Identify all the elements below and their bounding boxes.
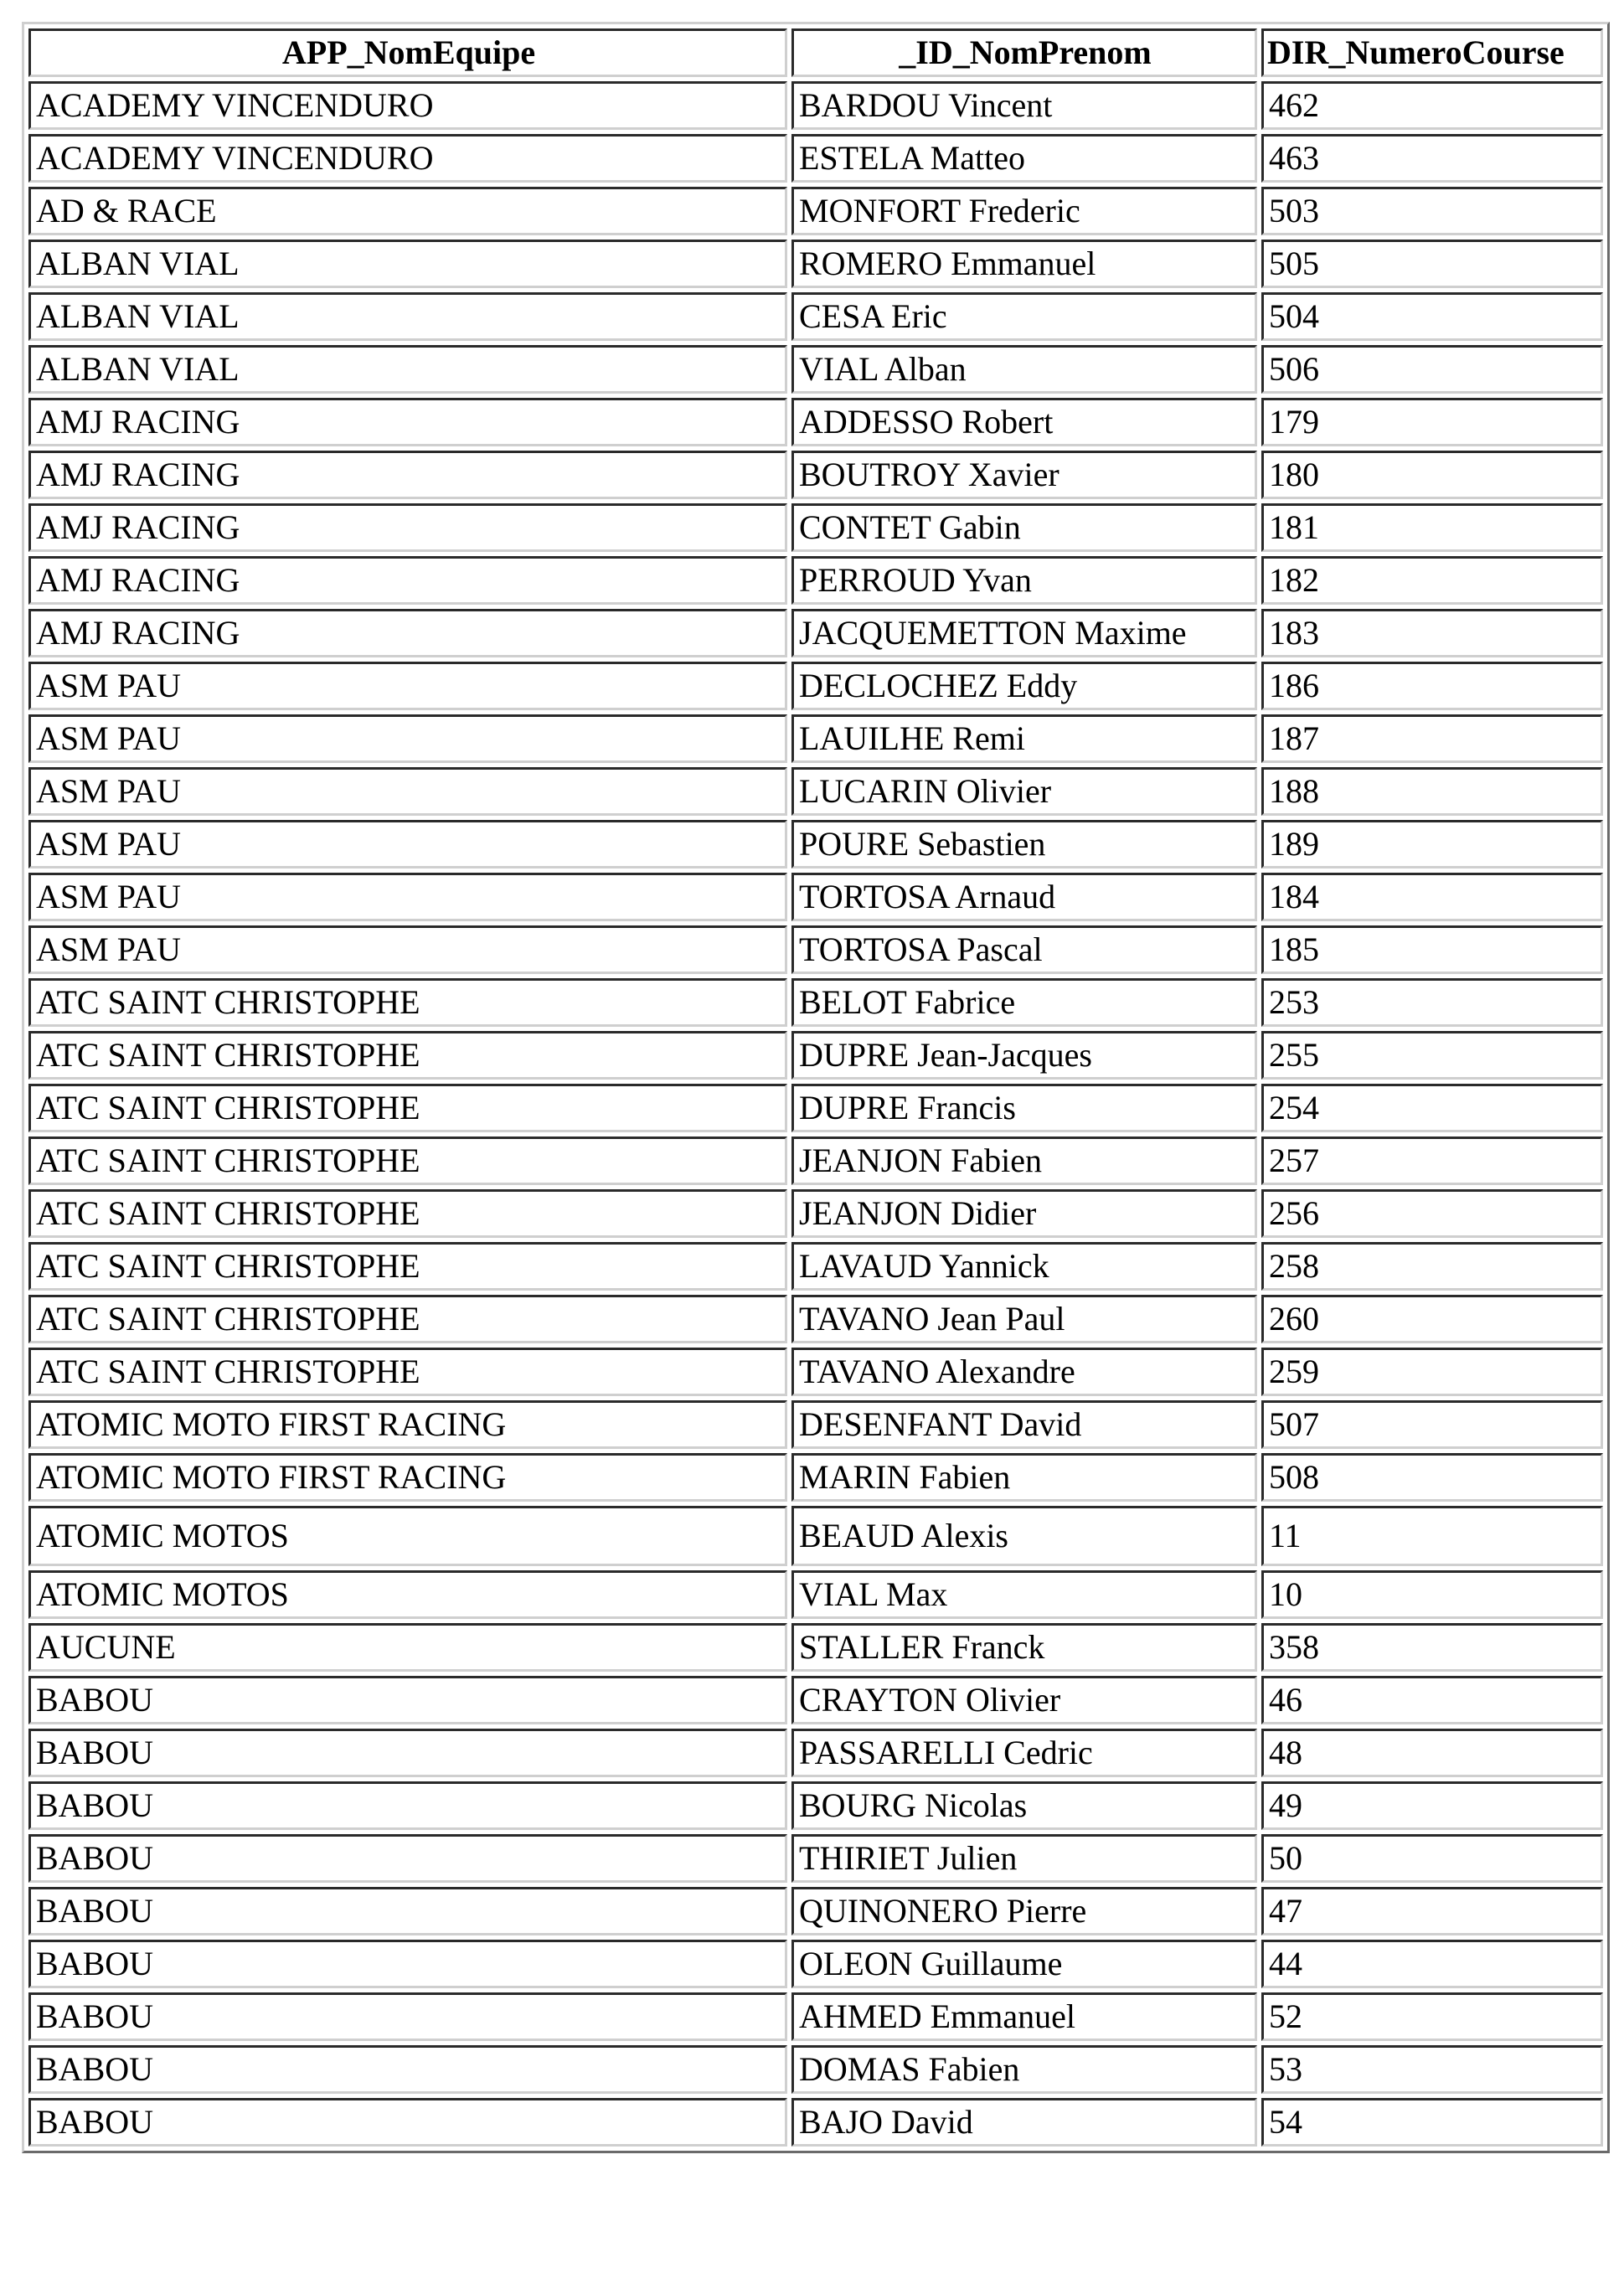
cell-name: TORTOSA Arnaud bbox=[791, 873, 1257, 921]
cell-team: BABOU bbox=[28, 1887, 787, 1935]
table-row bbox=[28, 1031, 1603, 1080]
cell-race-number: 182 bbox=[1261, 556, 1603, 605]
cell-name: CESA Eric bbox=[791, 292, 1257, 341]
cell-team: ATOMIC MOTO FIRST RACING bbox=[28, 1453, 787, 1502]
cell-name: BAJO David bbox=[791, 2098, 1257, 2147]
table-row bbox=[28, 1834, 1603, 1883]
cell-team: ATC SAINT CHRISTOPHE bbox=[28, 1084, 787, 1132]
cell-team: BABOU bbox=[28, 1940, 787, 1988]
table-row bbox=[28, 1623, 1603, 1672]
table-row bbox=[28, 1136, 1603, 1185]
cell-name: CRAYTON Olivier bbox=[791, 1676, 1257, 1724]
cell-team: BABOU bbox=[28, 1729, 787, 1777]
cell-race-number: 48 bbox=[1261, 1729, 1603, 1777]
cell-team: ALBAN VIAL bbox=[28, 240, 787, 288]
cell-name: JEANJON Fabien bbox=[791, 1136, 1257, 1185]
cell-name: DOMAS Fabien bbox=[791, 2045, 1257, 2094]
table-row bbox=[28, 1400, 1603, 1449]
cell-team: ATOMIC MOTOS bbox=[28, 1506, 787, 1566]
cell-name: AHMED Emmanuel bbox=[791, 1992, 1257, 2041]
cell-race-number: 46 bbox=[1261, 1676, 1603, 1724]
table-row bbox=[28, 1506, 1603, 1566]
table-row bbox=[28, 398, 1603, 446]
cell-name: JEANJON Didier bbox=[791, 1189, 1257, 1238]
column-header-team: APP_NomEquipe bbox=[28, 28, 787, 77]
cell-name: BEAUD Alexis bbox=[791, 1506, 1257, 1566]
table-row bbox=[28, 1676, 1603, 1724]
header-row bbox=[28, 28, 1603, 77]
cell-race-number: 179 bbox=[1261, 398, 1603, 446]
cell-race-number: 260 bbox=[1261, 1295, 1603, 1343]
table-row bbox=[28, 925, 1603, 974]
cell-team: ACADEMY VINCENDURO bbox=[28, 134, 787, 183]
cell-team: BABOU bbox=[28, 1992, 787, 2041]
cell-race-number: 11 bbox=[1261, 1506, 1603, 1566]
cell-team: BABOU bbox=[28, 1834, 787, 1883]
table-body bbox=[28, 81, 1603, 2147]
cell-team: ASM PAU bbox=[28, 925, 787, 974]
cell-team: AMJ RACING bbox=[28, 451, 787, 499]
cell-name: QUINONERO Pierre bbox=[791, 1887, 1257, 1935]
cell-name: CONTET Gabin bbox=[791, 503, 1257, 552]
table-row bbox=[28, 767, 1603, 816]
cell-name: BARDOU Vincent bbox=[791, 81, 1257, 130]
cell-team: ACADEMY VINCENDURO bbox=[28, 81, 787, 130]
table-row bbox=[28, 1084, 1603, 1132]
table-row bbox=[28, 2098, 1603, 2147]
table-row bbox=[28, 1453, 1603, 1502]
cell-team: AMJ RACING bbox=[28, 503, 787, 552]
table-row bbox=[28, 240, 1603, 288]
cell-name: BOURG Nicolas bbox=[791, 1781, 1257, 1830]
table-row bbox=[28, 1242, 1603, 1291]
cell-race-number: 49 bbox=[1261, 1781, 1603, 1830]
cell-name: VIAL Alban bbox=[791, 345, 1257, 394]
cell-race-number: 254 bbox=[1261, 1084, 1603, 1132]
cell-name: TAVANO Alexandre bbox=[791, 1348, 1257, 1396]
cell-name: DUPRE Jean-Jacques bbox=[791, 1031, 1257, 1080]
cell-name: PASSARELLI Cedric bbox=[791, 1729, 1257, 1777]
column-header-name: _ID_NomPrenom bbox=[791, 28, 1257, 77]
cell-team: ALBAN VIAL bbox=[28, 292, 787, 341]
cell-race-number: 53 bbox=[1261, 2045, 1603, 2094]
column-header-race-number: DIR_NumeroCourse bbox=[1261, 28, 1603, 77]
cell-race-number: 506 bbox=[1261, 345, 1603, 394]
cell-name: LAUILHE Remi bbox=[791, 714, 1257, 763]
cell-team: ATC SAINT CHRISTOPHE bbox=[28, 1348, 787, 1396]
cell-name: TORTOSA Pascal bbox=[791, 925, 1257, 974]
cell-team: AMJ RACING bbox=[28, 398, 787, 446]
cell-race-number: 10 bbox=[1261, 1570, 1603, 1619]
cell-race-number: 463 bbox=[1261, 134, 1603, 183]
cell-race-number: 47 bbox=[1261, 1887, 1603, 1935]
cell-team: ATC SAINT CHRISTOPHE bbox=[28, 1295, 787, 1343]
cell-race-number: 181 bbox=[1261, 503, 1603, 552]
table-row bbox=[28, 1940, 1603, 1988]
cell-race-number: 188 bbox=[1261, 767, 1603, 816]
cell-team: BABOU bbox=[28, 1781, 787, 1830]
cell-team: BABOU bbox=[28, 2098, 787, 2147]
cell-name: POURE Sebastien bbox=[791, 820, 1257, 868]
table-row bbox=[28, 134, 1603, 183]
cell-team: ALBAN VIAL bbox=[28, 345, 787, 394]
table-row bbox=[28, 345, 1603, 394]
cell-race-number: 253 bbox=[1261, 978, 1603, 1027]
cell-name: DESENFANT David bbox=[791, 1400, 1257, 1449]
cell-race-number: 508 bbox=[1261, 1453, 1603, 1502]
table-row bbox=[28, 820, 1603, 868]
cell-name: JACQUEMETTON Maxime bbox=[791, 609, 1257, 657]
cell-team: ASM PAU bbox=[28, 767, 787, 816]
cell-name: VIAL Max bbox=[791, 1570, 1257, 1619]
cell-race-number: 504 bbox=[1261, 292, 1603, 341]
table-row bbox=[28, 1729, 1603, 1777]
cell-name: ESTELA Matteo bbox=[791, 134, 1257, 183]
cell-team: ATC SAINT CHRISTOPHE bbox=[28, 1031, 787, 1080]
table-row bbox=[28, 1295, 1603, 1343]
table-row bbox=[28, 2045, 1603, 2094]
table-row bbox=[28, 187, 1603, 235]
cell-team: ATOMIC MOTO FIRST RACING bbox=[28, 1400, 787, 1449]
cell-race-number: 255 bbox=[1261, 1031, 1603, 1080]
cell-team: AMJ RACING bbox=[28, 556, 787, 605]
cell-name: LAVAUD Yannick bbox=[791, 1242, 1257, 1291]
cell-team: ATC SAINT CHRISTOPHE bbox=[28, 1242, 787, 1291]
cell-name: STALLER Franck bbox=[791, 1623, 1257, 1672]
cell-name: OLEON Guillaume bbox=[791, 1940, 1257, 1988]
cell-name: TAVANO Jean Paul bbox=[791, 1295, 1257, 1343]
cell-race-number: 185 bbox=[1261, 925, 1603, 974]
cell-name: BELOT Fabrice bbox=[791, 978, 1257, 1027]
table-row bbox=[28, 1348, 1603, 1396]
cell-race-number: 189 bbox=[1261, 820, 1603, 868]
table-row bbox=[28, 503, 1603, 552]
cell-race-number: 507 bbox=[1261, 1400, 1603, 1449]
cell-team: ASM PAU bbox=[28, 820, 787, 868]
cell-name: LUCARIN Olivier bbox=[791, 767, 1257, 816]
cell-race-number: 52 bbox=[1261, 1992, 1603, 2041]
cell-race-number: 187 bbox=[1261, 714, 1603, 763]
cell-name: DUPRE Francis bbox=[791, 1084, 1257, 1132]
table-row bbox=[28, 609, 1603, 657]
cell-team: AUCUNE bbox=[28, 1623, 787, 1672]
cell-team: ATC SAINT CHRISTOPHE bbox=[28, 1189, 787, 1238]
cell-team: ASM PAU bbox=[28, 714, 787, 763]
cell-team: AD & RACE bbox=[28, 187, 787, 235]
cell-name: THIRIET Julien bbox=[791, 1834, 1257, 1883]
table-row bbox=[28, 1887, 1603, 1935]
cell-name: ADDESSO Robert bbox=[791, 398, 1257, 446]
cell-race-number: 183 bbox=[1261, 609, 1603, 657]
results-table bbox=[22, 22, 1610, 2153]
cell-team: BABOU bbox=[28, 1676, 787, 1724]
cell-name: MARIN Fabien bbox=[791, 1453, 1257, 1502]
table-row bbox=[28, 714, 1603, 763]
cell-team: ASM PAU bbox=[28, 662, 787, 710]
cell-name: ROMERO Emmanuel bbox=[791, 240, 1257, 288]
cell-race-number: 259 bbox=[1261, 1348, 1603, 1396]
cell-race-number: 54 bbox=[1261, 2098, 1603, 2147]
table-row bbox=[28, 1570, 1603, 1619]
cell-team: ATC SAINT CHRISTOPHE bbox=[28, 1136, 787, 1185]
cell-race-number: 184 bbox=[1261, 873, 1603, 921]
cell-race-number: 257 bbox=[1261, 1136, 1603, 1185]
table-row bbox=[28, 81, 1603, 130]
table-row bbox=[28, 1189, 1603, 1238]
table-row bbox=[28, 662, 1603, 710]
cell-team: ATC SAINT CHRISTOPHE bbox=[28, 978, 787, 1027]
cell-name: BOUTROY Xavier bbox=[791, 451, 1257, 499]
table-row bbox=[28, 1992, 1603, 2041]
cell-race-number: 50 bbox=[1261, 1834, 1603, 1883]
cell-name: DECLOCHEZ Eddy bbox=[791, 662, 1257, 710]
table-header bbox=[28, 28, 1603, 77]
cell-race-number: 358 bbox=[1261, 1623, 1603, 1672]
cell-race-number: 256 bbox=[1261, 1189, 1603, 1238]
cell-race-number: 186 bbox=[1261, 662, 1603, 710]
table-row bbox=[28, 978, 1603, 1027]
results-table-container bbox=[22, 22, 1600, 2153]
cell-race-number: 505 bbox=[1261, 240, 1603, 288]
cell-name: MONFORT Frederic bbox=[791, 187, 1257, 235]
cell-team: ATOMIC MOTOS bbox=[28, 1570, 787, 1619]
table-row bbox=[28, 1781, 1603, 1830]
cell-team: AMJ RACING bbox=[28, 609, 787, 657]
table-row bbox=[28, 556, 1603, 605]
table-row bbox=[28, 451, 1603, 499]
cell-race-number: 258 bbox=[1261, 1242, 1603, 1291]
cell-team: ASM PAU bbox=[28, 873, 787, 921]
cell-race-number: 44 bbox=[1261, 1940, 1603, 1988]
cell-race-number: 180 bbox=[1261, 451, 1603, 499]
cell-race-number: 503 bbox=[1261, 187, 1603, 235]
table-row bbox=[28, 292, 1603, 341]
table-row bbox=[28, 873, 1603, 921]
cell-team: BABOU bbox=[28, 2045, 787, 2094]
cell-race-number: 462 bbox=[1261, 81, 1603, 130]
cell-name: PERROUD Yvan bbox=[791, 556, 1257, 605]
